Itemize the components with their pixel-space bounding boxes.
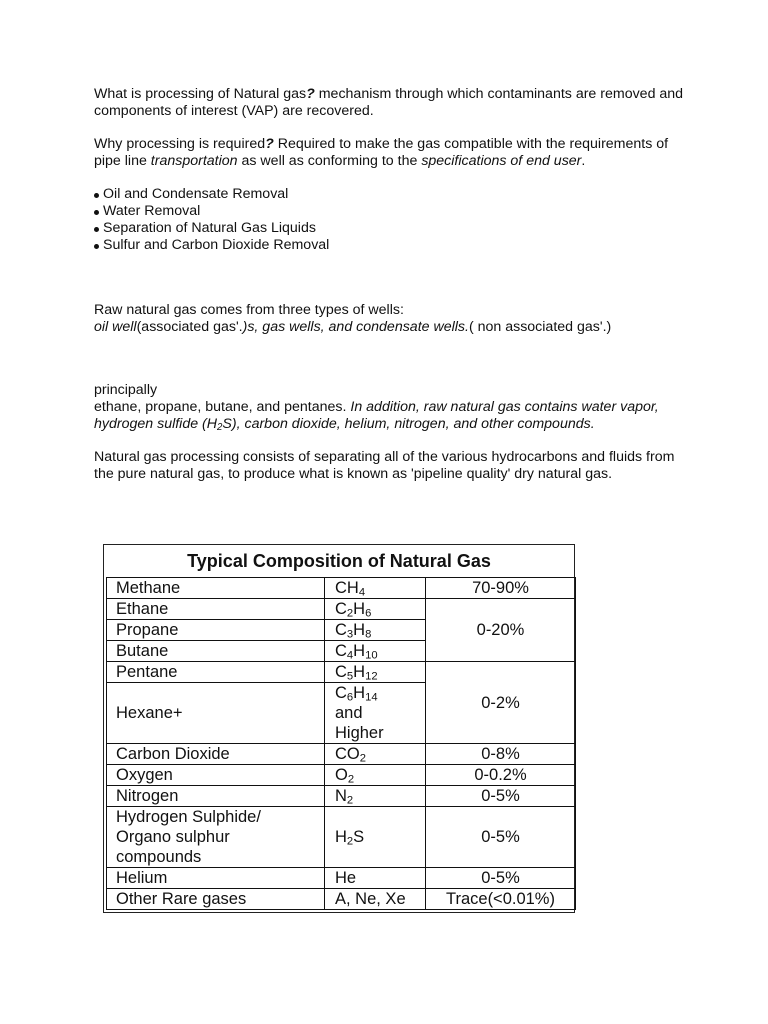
table-row: Other Rare gases A, Ne, Xe Trace(<0.01%) (107, 889, 576, 910)
table-row: Ethane $C_2H_6$ 0-20% (107, 599, 576, 620)
composition-paragraph: principally ethane, propane, butane, and pentanes. In addition, raw natural gas contains water vapor, hydrogen sulfide $(H_2S)$, carbon dioxide, helium, nitrogen, and other compounds. (94, 382, 659, 434)
intro-q2: Why processing is required? Required to make the gas compatible with the requirements of pipe line transportation as well as conforming to the specifications of end user. (94, 136, 669, 169)
composition-table-figure (103, 544, 575, 913)
table-row: Nitrogen $N_2$ 0-5% (107, 786, 576, 807)
list-item: Oil and Condensate Removal (94, 186, 694, 203)
processing-paragraph: Natural gas processing consists of separating all of the various hydrocarbons and fluids from the pure natural gas, to produce what is known as 'pipeline quality' dry natural gas. (94, 449, 675, 482)
table-title: Typical Composition of Natural Gas (187, 551, 491, 571)
table-row: Hexane+ $C_6H_{14}$ and Higher (107, 683, 576, 744)
composition-table (106, 577, 576, 910)
table-row: Hydrogen Sulphide/ Organo sulphur compounds $H_2S$ 0-5% (107, 807, 576, 868)
table-row: Methane $CH_4$ 70-90% (107, 578, 576, 599)
table-row: Helium He 0-5% (107, 868, 576, 889)
table-row: Oxygen $O_2$ 0-0.2% (107, 765, 576, 786)
table-row: Carbon Dioxide $CO_2$ 0-8% (107, 744, 576, 765)
list-item: Sulfur and Carbon Dioxide Removal (94, 237, 694, 254)
processing-steps-list (94, 186, 694, 254)
list-item: Water Removal (94, 203, 694, 220)
document-body (94, 86, 694, 483)
table-row: Pentane $C_5H_{12}$ 0-2% (107, 662, 576, 683)
intro-q1: What is processing of Natural gas? mechanism through which contaminants are removed and components of interest (VAP) are recovered. (94, 86, 684, 119)
wells-paragraph: Raw natural gas comes from three types of wells: oil well(associated gas'.)s, gas wells, and condensate wells.( non associated gas'.) (94, 302, 612, 335)
table-row: Propane $C_3H_8$ (107, 620, 576, 641)
table-row: Butane $C_4H_{10}$ (107, 641, 576, 662)
list-item: Separation of Natural Gas Liquids (94, 220, 694, 237)
